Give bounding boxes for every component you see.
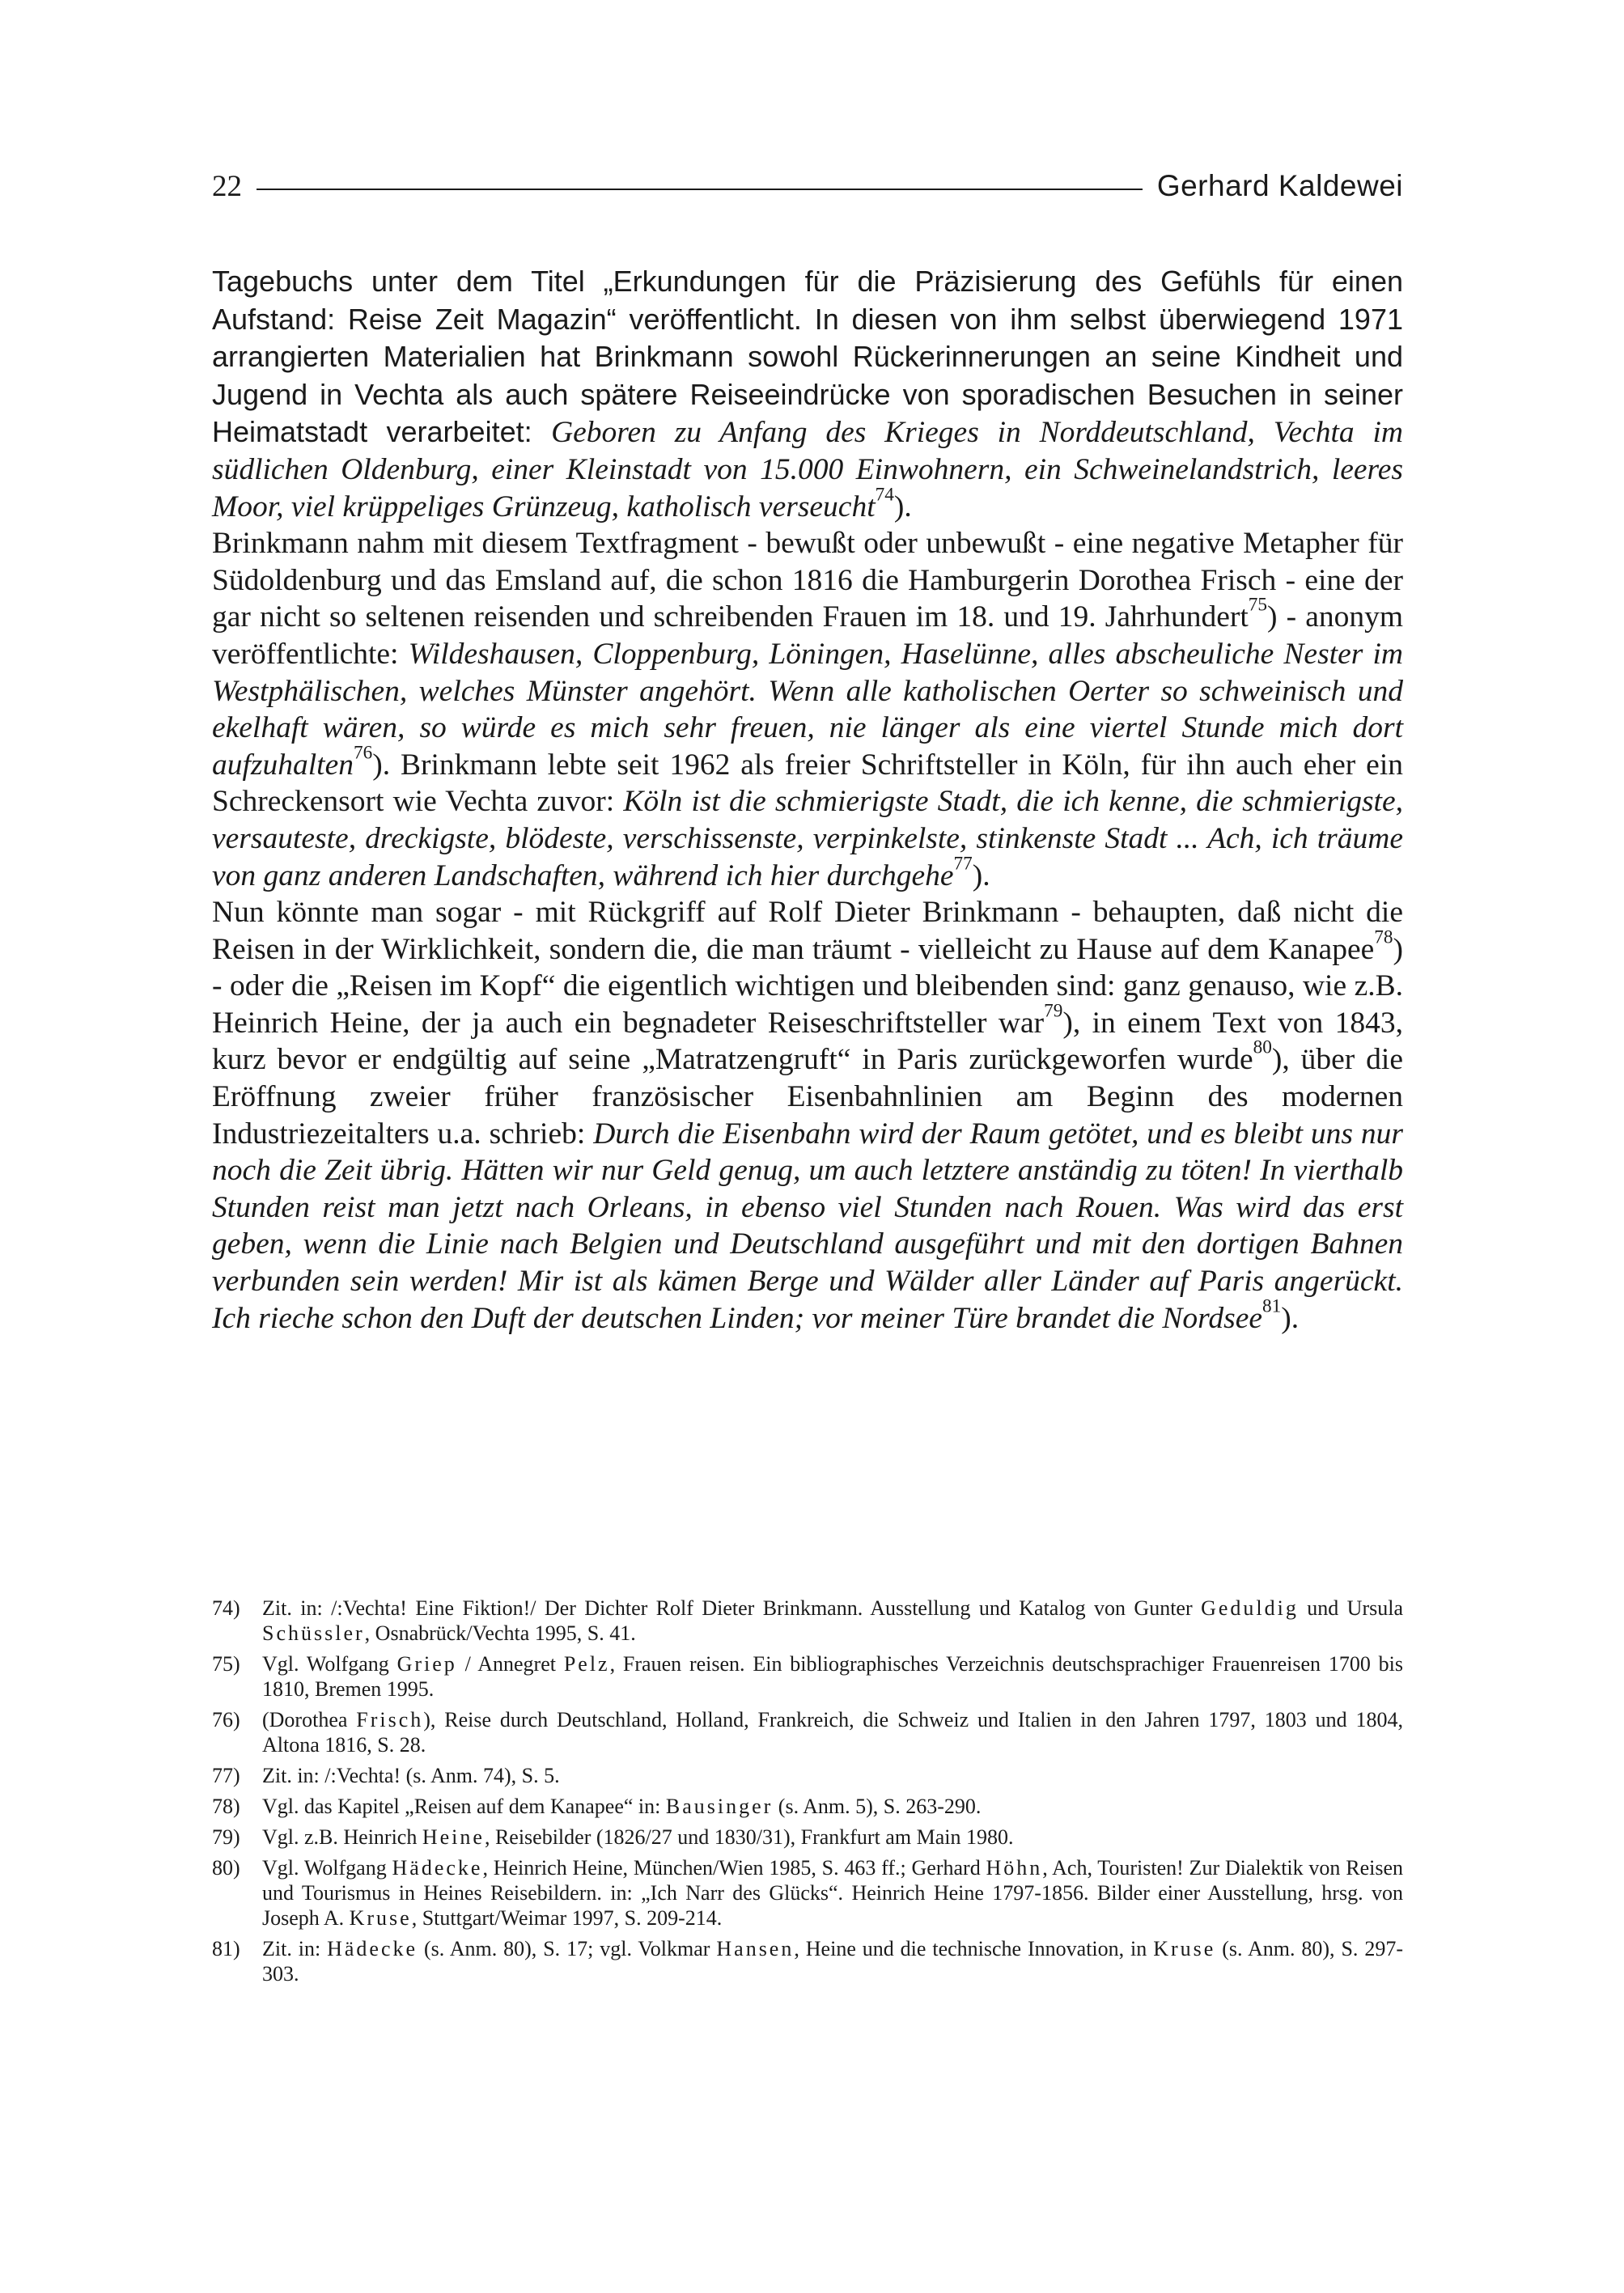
- footnote-75: [212, 1651, 1403, 1702]
- header-rule: [257, 189, 1143, 190]
- paragraph-text: Nun könnte man sogar - mit Rückgriff auf Rolf Dieter Brinkmann - behaupten, daß nicht die Reisen in der Wirklichkeit, sondern die, die man träumt - vielleicht zu Hause auf dem Kanapee: [212, 896, 1403, 966]
- footnote-ref-80[interactable]: 80: [1253, 1036, 1272, 1058]
- footnote-text: Zit. in: /:Vechta! (s. Anm. 74), S. 5.: [262, 1764, 560, 1787]
- footnotes: [212, 1596, 1403, 1992]
- footnote-text: (Dorothea Frisch), Reise durch Deutschland, Holland, Frankreich, die Schweiz und Italien in den Jahren 1797, 1803 und 1804, Altona 1816, S. 28.: [262, 1708, 1403, 1757]
- author-name: Heine: [422, 1825, 485, 1849]
- footnote-77: [212, 1763, 1403, 1788]
- paragraph-text: Tagebuchs unter dem Titel „Erkundungen für die Präzisierung des Gefühls für einen Aufstand: Reise Zeit Magazin“ veröffentlicht. In diesen von ihm selbst überwiegend 1971 arrangierten Materialien hat Brinkmann sowohl Rückerinnerungen an seine Kindheit und Jugend in Vechta als auch spätere Reiseeindrücke von sporadischen Besuchen in seiner Heimatstadt verarbeitet:: [212, 265, 1403, 449]
- footnote-76: [212, 1707, 1403, 1757]
- footnote-number: 78): [212, 1795, 240, 1818]
- author-name: Hädecke: [327, 1937, 418, 1960]
- author-name: Hädecke: [392, 1856, 483, 1880]
- footnote-74: [212, 1596, 1403, 1646]
- body-text: [212, 263, 1403, 1337]
- footnote-ref-79[interactable]: 79: [1044, 1000, 1063, 1022]
- paragraph-text: ) - anonym veröffentlichte:: [212, 600, 1404, 671]
- quotation: Geboren zu Anfang des Krieges in Norddeutschland, Vechta im südlichen Oldenburg, einer Kleinstadt von 15.000 Einwohnern, ein Schweinelandstrich, leeres Moor, viel krüppeliges Grünzeug, katholisch verseucht: [212, 416, 1403, 523]
- footnote-number: 79): [212, 1825, 240, 1849]
- running-header: [212, 162, 1403, 210]
- footnote-text: Vgl. Wolfgang Griep / Annegret Pelz, Frauen reisen. Ein bibliographisches Verzeichnis deutschsprachiger Frauenreisen 1700 bis 1810, Bremen 1995.: [262, 1652, 1403, 1701]
- footnote-text: Vgl. das Kapitel „Reisen auf dem Kanapee“ in: Bausinger (s. Anm. 5), S. 263-290.: [262, 1795, 982, 1818]
- footnote-text: Zit. in: Hädecke (s. Anm. 80), S. 17; vgl. Volkmar Hansen, Heine und die technische Innovation, in Kruse (s. Anm. 80), S. 297-303.: [262, 1937, 1403, 1986]
- paragraph-text: ) - oder die „Reisen im Kopf“ die eigentlich wichtigen und bleibenden sind: ganz genauso, wie z.B. Heinrich Heine, der ja auch ein begnadeter Reiseschriftsteller war: [212, 932, 1403, 1040]
- author-name: Frisch: [356, 1708, 424, 1731]
- paragraph-text: ).: [893, 490, 912, 523]
- quotation: Wildeshausen, Cloppenburg, Löningen, Haselünne, alles abscheuliche Nester im Westphälischen, welches Münster angehört. Wenn alle katholischen Oerter so schweinisch und ekelhaft wären, so würde es mich sehr freuen, nie länger als eine viertel Stunde mich dort aufzuhalten: [212, 637, 1403, 782]
- author-name: Pelz: [563, 1652, 610, 1676]
- footnote-ref-81[interactable]: 81: [1261, 1295, 1282, 1316]
- footnote-81: [212, 1936, 1403, 1986]
- footnote-ref-75[interactable]: 75: [1248, 594, 1268, 616]
- footnote-ref-77[interactable]: 77: [953, 852, 973, 874]
- author-name: Geduldig: [1201, 1596, 1299, 1620]
- footnote-text: Zit. in: /:Vechta! Eine Fiktion!/ Der Dichter Rolf Dieter Brinkmann. Ausstellung und Katalog von Gunter Geduldig und Ursula Schüssler, Osnabrück/Vechta 1995, S. 41.: [262, 1596, 1403, 1645]
- paragraph-text: ), in einem Text von 1843, kurz bevor er endgültig auf seine „Matratzengruft“ in Paris zurückgeworfen wurde: [212, 1006, 1403, 1077]
- footnote-number: 76): [212, 1708, 240, 1731]
- paragraph-1: [212, 263, 1403, 525]
- footnote-ref-76[interactable]: 76: [354, 741, 373, 763]
- paragraph-text: ).: [1281, 1301, 1300, 1335]
- author-name: Griep: [396, 1652, 457, 1676]
- author-name: Höhn: [986, 1856, 1043, 1880]
- running-head-author: Gerhard Kaldewei: [1156, 169, 1403, 202]
- footnote-number: 74): [212, 1596, 240, 1620]
- quotation: Köln ist die schmierigste Stadt, die ich kenne, die schmierigste, versauteste, dreckigste, blödeste, verschissenste, verpinkelste, stinkenste Stadt ... Ach, ich träume von ganz anderen Landschaften, während ich hier durchgehe: [212, 785, 1403, 892]
- author-name: Bausinger: [665, 1795, 774, 1818]
- author-name: Hansen: [716, 1937, 795, 1960]
- footnote-80: [212, 1855, 1403, 1931]
- footnote-ref-78[interactable]: 78: [1374, 926, 1393, 947]
- author-name: Kruse: [349, 1906, 412, 1930]
- footnote-text: Vgl. Wolfgang Hädecke, Heinrich Heine, München/Wien 1985, S. 463 ff.; Gerhard Höhn, Ach, Touristen! Zur Dialektik von Reisen und Tourismus in Heines Reisebildern. in: „Ich Narr des Glücks“. Heinrich Heine 1797-1856. Bilder einer Ausstellung, hrsg. von Joseph A. Kruse, Stuttgart/Weimar 1997, S. 209-214.: [262, 1856, 1403, 1930]
- paragraph-2: [212, 525, 1403, 894]
- paragraph-text: ).: [972, 858, 990, 892]
- paragraph-text: ). Brinkmann lebte seit 1962 als freier Schriftsteller in Köln, für ihn auch eher ein Schreckensort wie Vechta zuvor:: [212, 748, 1403, 819]
- footnote-78: [212, 1794, 1403, 1819]
- footnote-79: [212, 1825, 1403, 1850]
- footnote-number: 80): [212, 1856, 240, 1880]
- paragraph-text: Brinkmann nahm mit diesem Textfragment - bewußt oder unbewußt - eine negative Metapher für Südoldenburg und das Emsland auf, die schon 1816 die Hamburgerin Dorothea Frisch - eine der gar nicht so seltenen reisenden und schreibenden Frauen im 18. und 19. Jahrhundert: [212, 527, 1403, 634]
- paragraph-3: [212, 894, 1403, 1337]
- author-name: Kruse: [1153, 1937, 1216, 1960]
- footnote-text: Vgl. z.B. Heinrich Heine, Reisebilder (1826/27 und 1830/31), Frankfurt am Main 1980.: [262, 1825, 1014, 1849]
- footnote-number: 81): [212, 1937, 240, 1960]
- quotation: Durch die Eisenbahn wird der Raum getötet, und es bleibt uns nur noch die Zeit übrig. Hätten wir nur Geld genug, um auch letztere anständig zu töten! In vierthalb Stunden reist man jetzt nach Orleans, in ebenso viel Stunden nach Rouen. Was wird das erst geben, wenn die Linie nach Belgien und Deutschland ausgeführt und mit den dortigen Bahnen verbunden sein werden! Mir ist als kämen Berge und Wälder aller Länder auf Paris angerückt. Ich rieche schon den Duft der deutschen Linden; vor meiner Türe brandet die Nordsee: [212, 1117, 1403, 1335]
- footnote-number: 75): [212, 1652, 240, 1676]
- author-name: Schüssler: [262, 1621, 365, 1645]
- page-number: 22: [212, 169, 242, 203]
- footnote-number: 77): [212, 1764, 240, 1787]
- footnote-ref-74[interactable]: 74: [875, 483, 894, 505]
- paragraph-text: ), über die Eröffnung zweier früher französischer Eisenbahnlinien am Beginn des modernen Industriezeitalters u.a. schrieb:: [212, 1043, 1403, 1151]
